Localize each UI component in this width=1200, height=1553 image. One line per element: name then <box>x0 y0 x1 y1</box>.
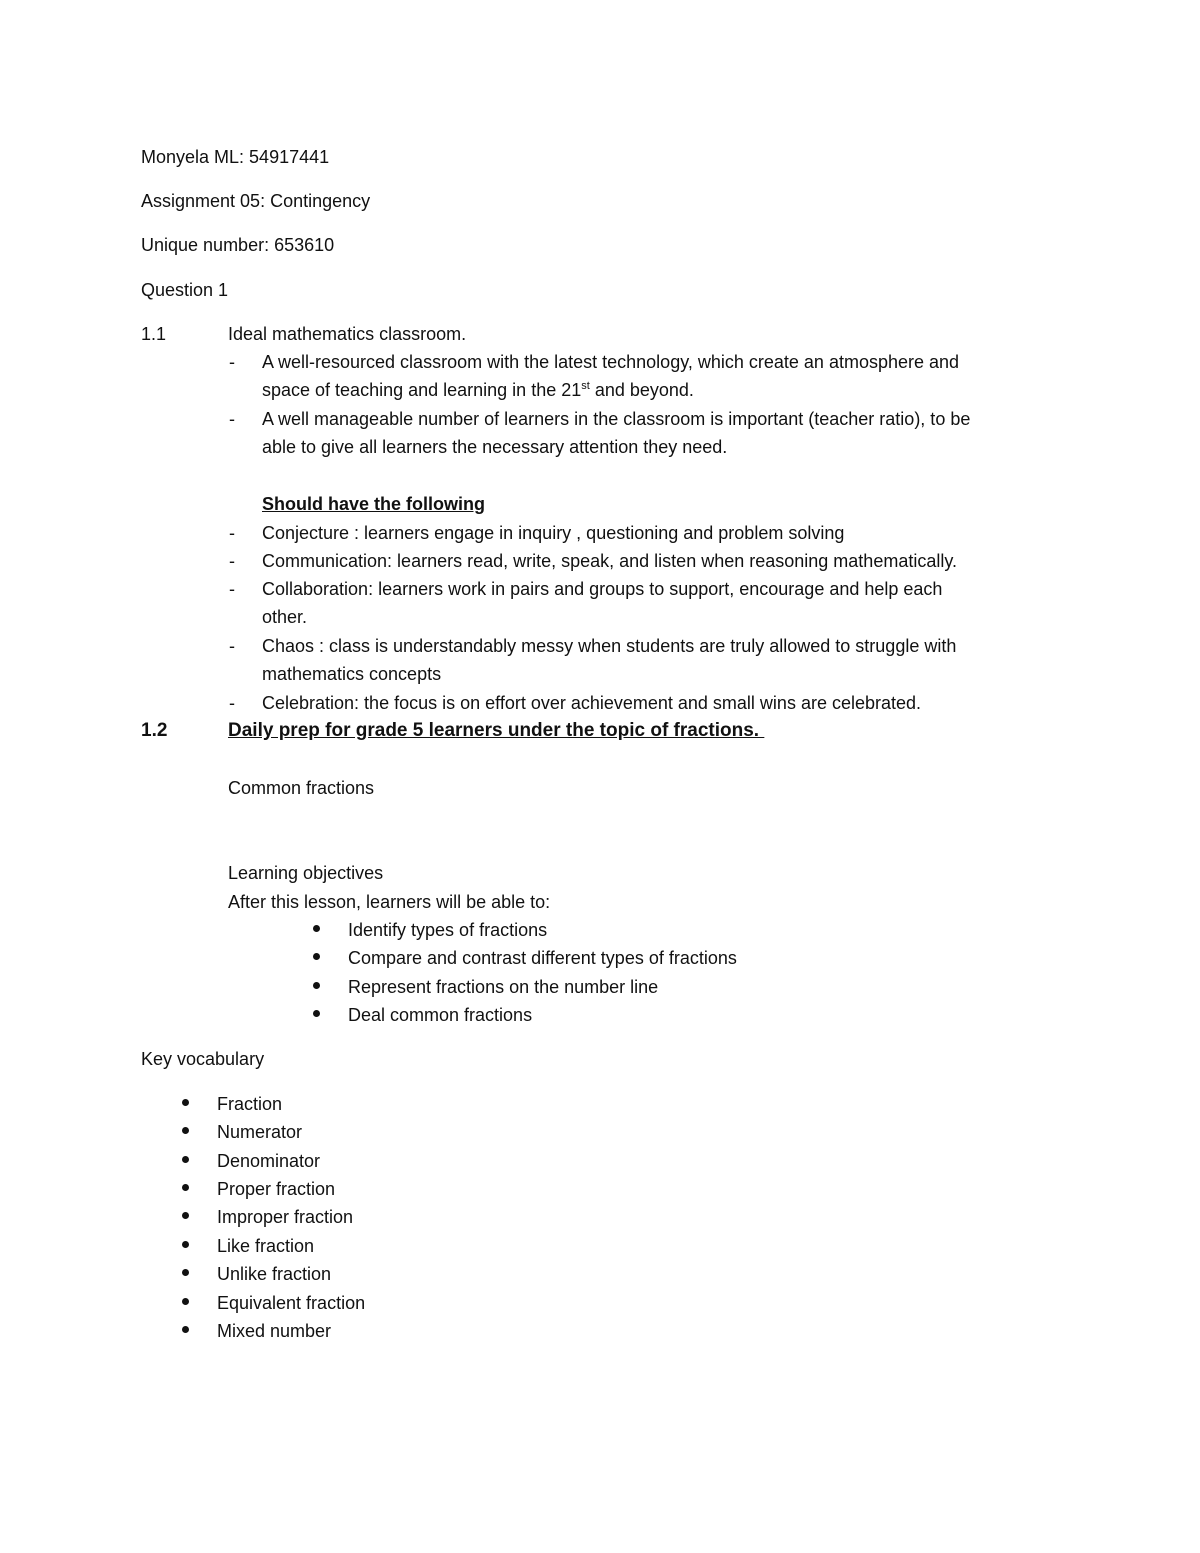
section-1-2-title: Daily prep for grade 5 learners under the topic of fractions. <box>228 720 765 741</box>
point1-line2-post: and beyond. <box>589 380 694 400</box>
vocabulary-item: Numerator <box>217 1122 303 1142</box>
bullet-icon <box>182 1298 189 1305</box>
dash-marker: - <box>229 551 235 571</box>
point2-line2: able to give all learners the necessary attention they need. <box>262 437 728 457</box>
section-1-2-number: 1.2 <box>141 720 168 741</box>
dash-marker: - <box>229 579 235 599</box>
item-collaboration-line2: other. <box>262 607 308 627</box>
dash-marker: - <box>229 636 235 656</box>
objective-item: Represent fractions on the number line <box>348 977 659 997</box>
dash-marker: - <box>229 409 235 429</box>
vocabulary-item: Denominator <box>217 1151 321 1171</box>
section-1-1-number: 1.1 <box>141 324 167 344</box>
question-line: Question 1 <box>141 280 229 300</box>
item-collaboration-line1: Collaboration: learners work in pairs and groups to support, encourage and help each <box>262 579 943 599</box>
bullet-icon <box>182 1269 189 1276</box>
objectives-intro: After this lesson, learners will be able to: <box>228 892 551 912</box>
subheading: Should have the following <box>262 494 485 514</box>
bullet-icon <box>182 1156 189 1163</box>
dash-marker: - <box>229 693 235 713</box>
bullet-icon <box>182 1127 189 1134</box>
item-conjecture: Conjecture : learners engage in inquiry , questioning and problem solving <box>262 523 845 543</box>
vocabulary-item: Proper fraction <box>217 1179 336 1199</box>
bullet-icon <box>182 1184 189 1191</box>
point1-superscript: st <box>581 380 590 392</box>
vocabulary-item: Fraction <box>217 1094 283 1114</box>
item-chaos-line2: mathematics concepts <box>262 664 442 684</box>
objective-item: Compare and contrast different types of fractions <box>348 948 737 968</box>
section-1-1-title: Ideal mathematics classroom. <box>228 324 467 344</box>
objective-item: Identify types of fractions <box>348 920 548 940</box>
objective-item: Deal common fractions <box>348 1005 533 1025</box>
point1-line2 <box>262 381 694 399</box>
item-chaos-line1: Chaos : class is understandably messy when students are truly allowed to struggle with <box>262 636 957 656</box>
bullet-icon <box>313 1010 320 1017</box>
bullet-icon <box>182 1212 189 1219</box>
assignment-line: Assignment 05: Contingency <box>141 191 371 211</box>
vocabulary-item: Equivalent fraction <box>217 1293 366 1313</box>
point1-line1: A well-resourced classroom with the latest technology, which create an atmosphere and <box>262 352 960 372</box>
bullet-icon <box>182 1241 189 1248</box>
bullet-icon <box>182 1326 189 1333</box>
vocabulary-item: Unlike fraction <box>217 1264 332 1284</box>
bullet-icon <box>313 953 320 960</box>
bullet-icon <box>182 1099 189 1106</box>
bullet-icon <box>313 925 320 932</box>
vocabulary-heading: Key vocabulary <box>141 1049 265 1069</box>
point2-line1: A well manageable number of learners in the classroom is important (teacher ratio), to be <box>262 409 971 429</box>
item-communication: Communication: learners read, write, speak, and listen when reasoning mathematically. <box>262 551 958 571</box>
item-celebration: Celebration: the focus is on effort over achievement and small wins are celebrated. <box>262 693 922 713</box>
vocabulary-item: Mixed number <box>217 1321 332 1341</box>
bullet-icon <box>313 982 320 989</box>
point1-line2-pre: space of teaching and learning in the 21 <box>262 380 582 400</box>
vocabulary-item: Improper fraction <box>217 1207 354 1227</box>
student-line: Monyela ML: 54917441 <box>141 147 330 167</box>
topic-line: Common fractions <box>228 778 375 798</box>
dash-marker: - <box>229 523 235 543</box>
unique-number-line: Unique number: 653610 <box>141 235 335 255</box>
objectives-heading: Learning objectives <box>228 863 384 883</box>
vocabulary-item: Like fraction <box>217 1236 315 1256</box>
dash-marker: - <box>229 352 235 372</box>
